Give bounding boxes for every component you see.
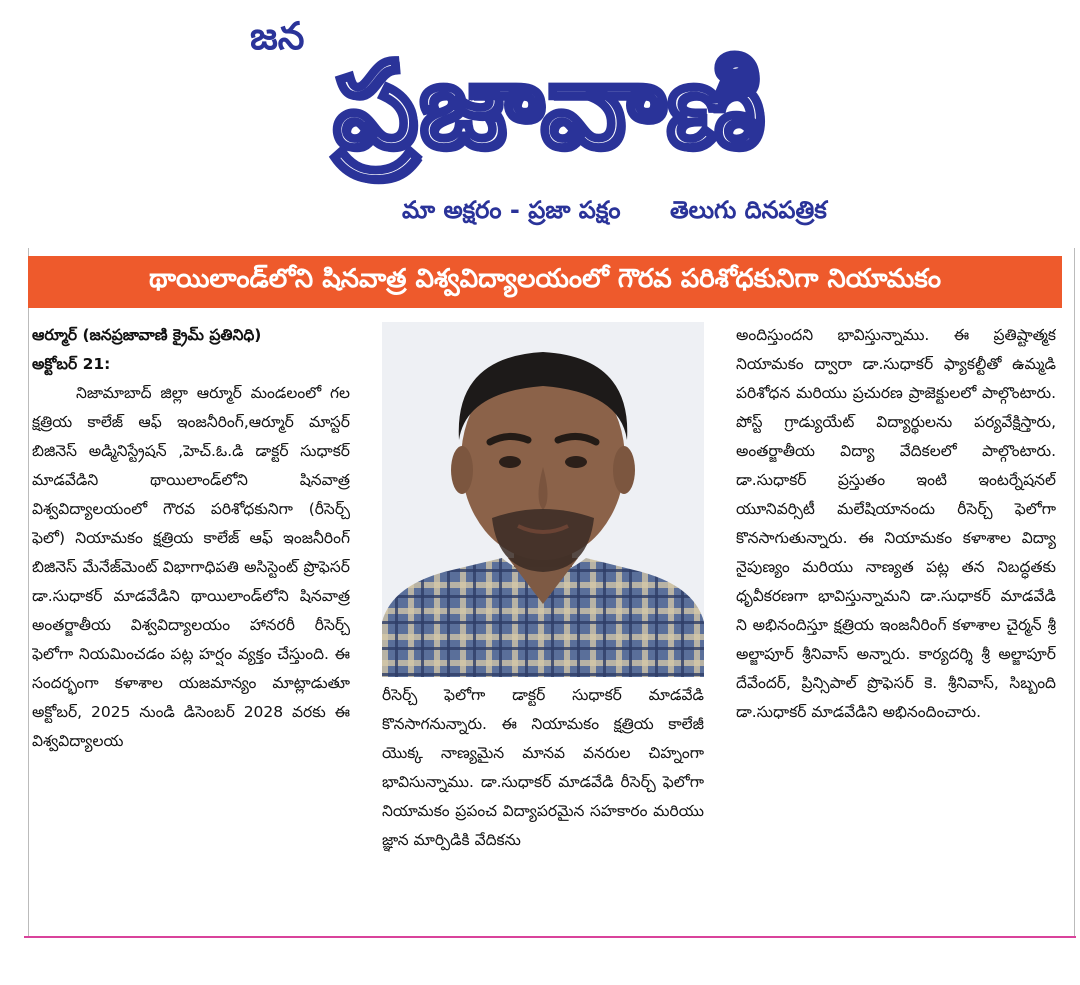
article-body-right: అందిస్తుందని భావిస్తున్నాము. ఈ ప్రతిష్టాత్మక నియామకం ద్వారా డా.సుధాకర్ ఫ్యాకల్టీతో ఉమ్మడి పరిశోధన మరియు ప్రచురణ ప్రాజెక్టులలో పాల్గొంటారు. పోస్ట్ గ్రాడ్యుయేట్ విద్యార్థులను పర్యవేక్షిస్తారు, అంతర్జాతీయ విద్యా వేదికలలో పాల్గొంటారు. డా.సుధాకర్ ప్రస్తుతం ఇంటి ఇంటర్నేషనల్ యూనివర్సిటీ మలేషియానందు రీసెర్చ్ ఫెలోగా కొనసాగుతున్నారు. ఈ నియామకం కళాశాల విద్యా నైపుణ్యం మరియు నాణ్యత పట్ల తన నిబద్ధతకు ధృవీకరణగా భావిస్తున్నామని డా.సుధాకర్ మాడవేడి ని అభినందిస్తూ క్షత్రియ ఇంజనీరింగ్ కళాశాల చైర్మన్ శ్రీ అల్జాపూర్ శ్రీనివాస్ అన్నారు. కార్యదర్శి శ్రీ అల్జాపూర్ దేవేందర్, ప్రిన్సిపాల్ ప్రొఫెసర్ కె. శ్రీనివాస్, సిబ్బంది డా.సుధాకర్ మాడవేడిని అభినందించారు.	[736, 326, 1056, 721]
article-body-middle: రీసెర్చ్ ఫెలోగా డాక్టర్ సుధాకర్ మాడవేడి కొనసాగనున్నారు. ఈ నియామకం క్షత్రియ కాలేజీ యొక్క నాణ్యమైన మానవ వనరుల చిహ్నంగా భావిసున్నాము. డా.సుధాకర్ మాడవేడి రీసెర్చ్ ఫెలోగా నియామకం ప్రపంచ విద్యాపరమైన సహకారం మరియు జ్ఞాన మార్పిడికి వేదికను	[382, 686, 704, 849]
bottom-rule	[24, 936, 1076, 938]
logo-tagline-right: తెలుగు దినపత్రిక	[670, 196, 827, 224]
masthead	[0, 0, 1080, 245]
frame-right-border	[1074, 248, 1075, 938]
article-headline: థాయిలాండ్‌లోని షినవాత్ర విశ్వవిద్యాలయంలో గౌరవ పరిశోధకునిగా నియామకం	[28, 256, 1062, 308]
portrait-photo	[382, 322, 704, 677]
article-byline: ఆర్మూర్ (జనప్రజావాణి క్రైమ్ ప్రతినిధి)	[32, 326, 262, 344]
newspaper-logo-title: ప్రజావాణి	[333, 35, 767, 174]
portrait-photo-icon	[382, 322, 704, 677]
article-dateline: అక్టోబర్ 21:	[32, 355, 111, 373]
logo-jana-text: జన	[250, 14, 305, 58]
frame-left-border	[28, 248, 29, 938]
article-column-middle	[382, 681, 704, 921]
article-body-left: నిజామాబాద్ జిల్లా ఆర్మూర్ మండలంలో గల క్షత్రియ కాలేజ్ ఆఫ్ ఇంజనీరింగ్,ఆర్మూర్ మాస్టర్ బిజినెస్ అడ్మినిస్ట్రేషన్ ,హెచ్.ఓ.డి డాక్టర్ సుధాకర్ మాడవేడిని థాయిలాండ్‌లోని షినవాత్ర విశ్వవిద్యాలయంలో గౌరవ పరిశోధకునిగా (రీసెర్చ్ ఫెలో) నియామకం క్షత్రియ కాలేజ్ ఆఫ్ ఇంజనీరింగ్ బిజినెస్ మేనేజ్‌మెంట్ విభాగాధిపతి అసిస్టెంట్ ప్రొఫెసర్ డా.సుధాకర్ మాడవేడిని థాయిలాండ్‌లోని షినవాత్ర అంతర్జాతీయ విశ్వవిద్యాలయం హానరరీ రీసెర్చ్ ఫెలోగా నియమించడం పట్ల హర్షం వ్యక్తం చేస్తుంది. ఈ సందర్భంగా కళాశాల యజమాన్యం మాట్లాడుతూ అక్టోబర్, 2025 నుండి డిసెంబర్ 2028 వరకు ఈ విశ్వవిద్యాలయ	[32, 384, 350, 750]
article-column-right	[736, 321, 1056, 921]
logo-tagline: మా అక్షరం - ప్రజా పక్షం	[402, 196, 621, 224]
article-column-left	[32, 321, 350, 921]
